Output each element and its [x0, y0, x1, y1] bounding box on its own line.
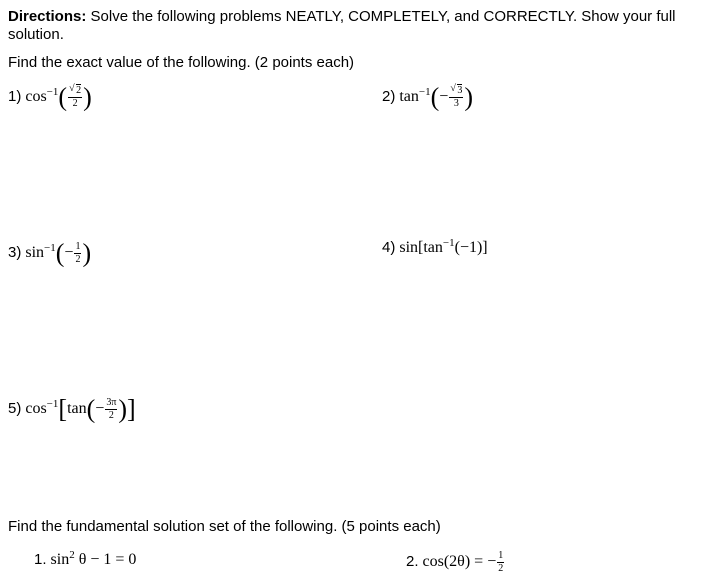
problem-1: 1) $\cos^{-1}$( √ 2 2 ): [8, 82, 92, 112]
problem-4: [382, 238, 488, 258]
sign: −: [64, 244, 74, 262]
fraction: $\frac{3\pi}{2}$: [106, 397, 117, 421]
function-name: tan: [399, 88, 419, 106]
equation: cos(2θ) = −: [422, 553, 497, 571]
problem-number: 2.: [406, 553, 419, 571]
expression-tail: (−1)]: [454, 239, 488, 256]
fraction: $\frac{1}{2}$: [75, 241, 81, 265]
function-name: sin: [50, 551, 70, 568]
fraction: √ 2 2: [69, 83, 82, 109]
exponent: −1: [46, 86, 59, 99]
directions-label: Directions:: [8, 8, 87, 25]
sign: −: [439, 88, 449, 106]
directions-continuation: solution.: [8, 26, 64, 43]
sign: −: [95, 400, 105, 418]
problem-number: 4): [382, 239, 396, 256]
problem-number: 1.: [34, 551, 47, 568]
section2-title: Find the fundamental solution set of the following. (5 points each): [8, 518, 441, 535]
solution-problem-1: [34, 550, 136, 570]
directions-line: [8, 8, 676, 26]
function-name: cos: [25, 400, 47, 418]
exponent: −1: [442, 237, 455, 249]
directions-text: Solve the following problems NEATLY, COMPLETELY, and CORRECTLY. Show your full: [86, 8, 676, 25]
section1-title: Find the exact value of the following. (2 points each): [8, 54, 355, 71]
problem-number: 2): [382, 88, 396, 106]
problem-5: 5) $\cos^{-1}[\tan(-$ $\frac{3\pi}{2}$ )]: [8, 394, 136, 424]
fraction: $\frac{1}{2}$: [498, 550, 504, 574]
function-name: sin: [25, 244, 45, 262]
function-name: cos: [25, 88, 47, 106]
solution-problem-2: [406, 551, 505, 574]
exponent: 2: [69, 549, 75, 561]
problem-3: 3) $\sin^{-1}(-$ $\frac{1}{2}$ ): [8, 238, 92, 268]
equation-rest: θ − 1 = 0: [74, 551, 137, 568]
inner-function: tan: [67, 400, 87, 418]
problem-number: 3): [8, 244, 22, 262]
exponent: −1: [418, 86, 431, 99]
exponent: −1: [44, 242, 56, 255]
exponent: −1: [46, 398, 59, 411]
problem-number: 5): [8, 400, 22, 418]
problem-number: 1): [8, 88, 22, 106]
expression: sin[tan: [399, 239, 443, 256]
fraction: √ 3 3: [450, 83, 463, 109]
problem-2: 2) $\tan^{-1}(-$ √ 3 3 ): [382, 82, 473, 112]
